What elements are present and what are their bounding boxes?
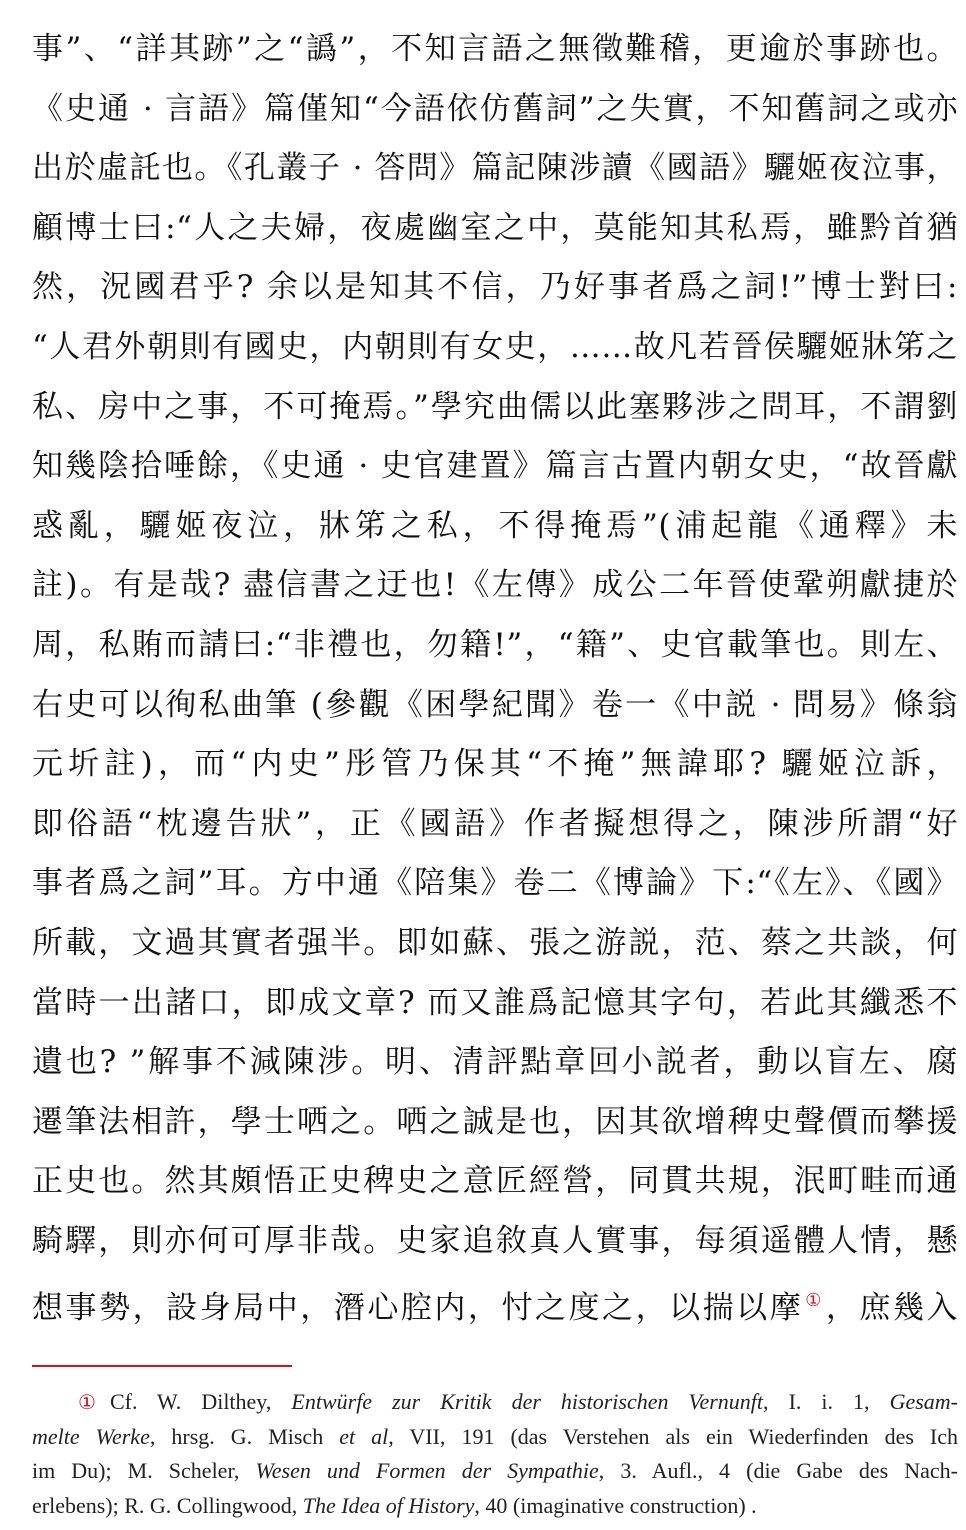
footnote-title: The Idea of History	[302, 1492, 475, 1518]
text-line: 知幾陰拾唾餘，《史通 · 史官建置》篇言古置内朝女史，“故晉獻	[32, 448, 958, 485]
footnote-title: Gesam-	[889, 1389, 958, 1414]
main-text	[32, 20, 958, 1331]
footnote-title: et al	[339, 1423, 389, 1449]
footnote-text: , I. i. 1,	[763, 1389, 890, 1414]
footnote-text: , 40 (imaginative construction) .	[474, 1492, 757, 1518]
text-line: 元圻註)，而“内史”彤管乃保其“不掩”無諱耶? 驪姬泣訴，	[32, 746, 958, 783]
text-line: 正史也。然其頗悟正史稗史之意匠經營，同貫共規，泯町畦而通	[32, 1163, 958, 1200]
text-line: 騎驛，則亦何可厚非哉。史家追敘真人實事，每須遥體人情，懸	[32, 1222, 958, 1259]
footnote-text: , 3. Aufl., 4 (die Gabe des Nach-	[598, 1458, 958, 1483]
footnote-title: Wesen und Formen der Sympathie	[255, 1458, 599, 1483]
footnote-line	[32, 1454, 958, 1489]
text-line-with-footnote-ref	[32, 1271, 958, 1331]
footnote-text: erlebens); R. G. Collingwood,	[32, 1492, 303, 1518]
text-line: 然，況國君乎? 余以是知其不信，乃好事者爲之詞!”博士對曰:	[32, 269, 958, 306]
text-line: 當時一出諸口，即成文章? 而又誰爲記憶其字句，若此其纖悉不	[32, 984, 958, 1021]
text-line: 《史通 · 言語》篇僅知“今語依仿舊詞”之失實，不知舊詞之或亦	[32, 90, 958, 127]
footnote-marker: ①	[78, 1390, 96, 1414]
text-line: 事”、“詳其跡”之“譌”，不知言語之無徵難稽，更逾於事跡也。	[32, 31, 958, 67]
text-segment: ，庶幾入	[825, 1290, 959, 1327]
text-line: 惑亂，驪姬夜泣，牀笫之私，不得掩焉”(浦起龍《通釋》未	[32, 507, 958, 544]
text-line: 所載，文過其實者强半。即如蘇、張之游説，范、蔡之共談，何	[32, 924, 958, 961]
footnote-text: , hrsg. G. Misch	[149, 1423, 340, 1449]
text-line: 遷筆法相許，學士哂之。哂之誠是也，因其欲增稗史聲價而攀援	[32, 1103, 958, 1140]
footnote-text: Cf. W. Dilthey,	[109, 1389, 292, 1414]
footnote-line	[32, 1385, 958, 1420]
text-line: 遺也? ”解事不減陳涉。明、清評點章回小説者，動以盲左、腐	[32, 1044, 958, 1081]
text-line: 即俗語“枕邊告狀”，正《國語》作者擬想得之，陳涉所謂“好	[32, 805, 958, 842]
footnote	[32, 1385, 958, 1523]
footnote-text: , VII, 191 (das Verstehen als ein Wiederfinden des Ich	[388, 1423, 959, 1449]
footnote-text: im Du); M. Scheler,	[32, 1458, 256, 1483]
text-line: 註)。有是哉? 盡信書之迂也!《左傳》成公二年晉使鞏朔獻捷於	[32, 567, 958, 604]
footnote-line	[32, 1489, 958, 1524]
footnote-line	[32, 1420, 958, 1455]
text-line: 私、房中之事，不可掩焉。”學究曲儒以此塞夥涉之問耳，不謂劉	[32, 388, 958, 425]
text-segment: 想事勢，設身局中，潛心腔内，忖之度之，以揣以摩	[32, 1290, 804, 1327]
footnote-divider	[32, 1365, 292, 1367]
text-line: 出於虛託也。《孔叢子 · 答問》篇記陳涉讀《國語》驪姬夜泣事，	[32, 150, 958, 187]
text-line: 事者爲之詞”耳。方中通《陪集》卷二《博論》下:“《左》、《國》	[32, 865, 958, 902]
text-line: 顧博士曰:“人之夫婦，夜處幽室之中，莫能知其私焉，雖黔首猶	[32, 209, 958, 246]
text-line: “人君外朝則有國史，内朝則有女史，……故凡若晉侯驪姬牀笫之	[32, 328, 958, 365]
footnote-reference[interactable]: ①	[805, 1290, 824, 1312]
text-line: 右史可以徇私曲筆 (參觀《困學紀聞》卷一《中説 · 問易》條翁	[32, 686, 958, 723]
footnote-title: Entwürfe zur Kritik der historischen Vernunft	[291, 1389, 764, 1414]
footnote-title: melte Werke	[32, 1423, 150, 1449]
text-line: 周，私賄而請曰:“非禮也，勿籍!”，“籍”、史官載筆也。則左、	[32, 626, 958, 663]
